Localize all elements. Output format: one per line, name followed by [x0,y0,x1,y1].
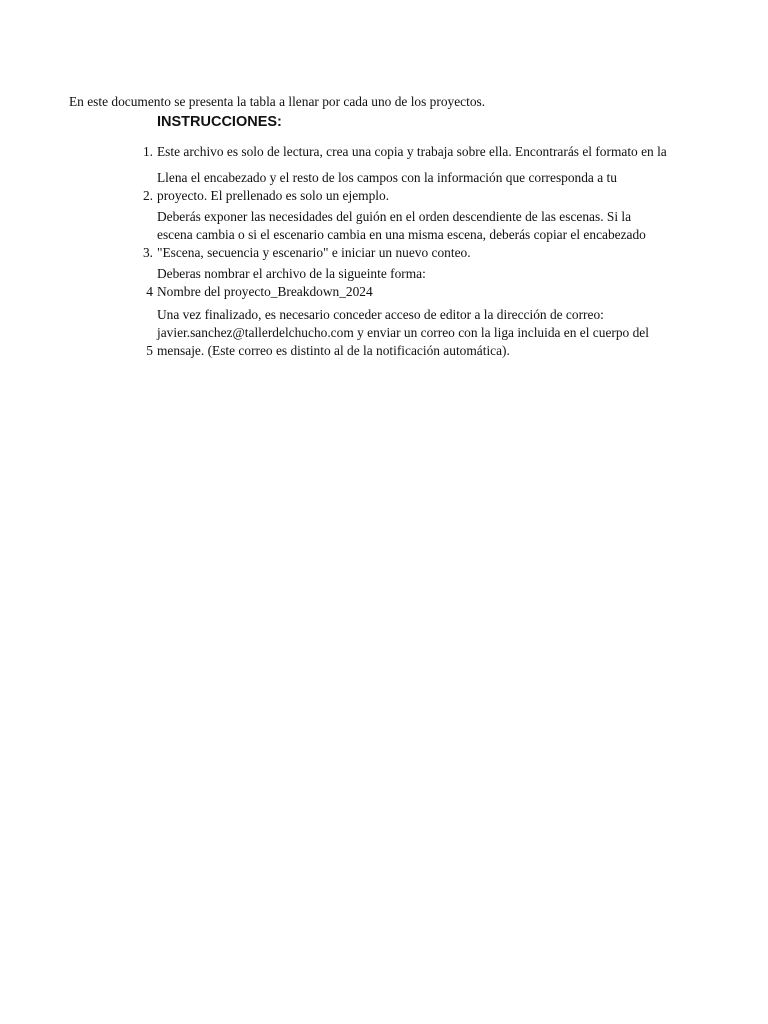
item-number: 5 [146,343,153,358]
item-line: escena cambia o si el escenario cambia en una misma escena, deberás copiar el encabezado [157,227,646,242]
item-line: Una vez finalizado, es necesario conceder acceso de editor a la dirección de correo: [157,307,604,322]
item-text [157,143,700,161]
instruction-item-1 [120,143,700,161]
item-line: mensaje. (Este correo es distinto al de la notificación automática). [157,343,510,358]
item-line: Deberas nombrar el archivo de la sigueinte forma: [157,266,426,281]
item-line: proyecto. El prellenado es solo un ejemplo. [157,188,390,203]
item-line: Este archivo es solo de lectura, crea una copia y trabaja sobre ella. Encontrarás el formato en la [157,144,667,159]
item-line: javier.sanchez@tallerdelchucho.com y enviar un correo con la liga incluida en el cuerpo del [157,325,649,340]
instruction-item-2 [120,169,700,205]
instruction-item-5 [120,306,700,360]
item-number: 3. [142,245,153,260]
item-text [157,169,700,205]
item-text [157,306,700,360]
item-number: 2. [142,188,153,203]
item-number: 1. [142,144,153,159]
intro-text: En este documento se presenta la tabla a llenar por cada uno de los proyectos. [69,94,486,109]
item-text [157,265,700,301]
item-text [157,208,700,262]
instruction-item-4 [120,265,700,301]
item-number: 4 [146,284,153,299]
item-line: Nombre del proyecto_Breakdown_2024 [157,284,373,299]
instruction-item-3 [120,208,700,262]
instructions-heading: INSTRUCCIONES: [157,114,282,130]
item-line: Llena el encabezado y el resto de los campos con la información que corresponda a tu [157,170,617,185]
item-line: "Escena, secuencia y escenario" e iniciar un nuevo conteo. [157,245,471,260]
item-line: Deberás exponer las necesidades del guión en el orden descendiente de las escenas. Si la [157,209,632,224]
